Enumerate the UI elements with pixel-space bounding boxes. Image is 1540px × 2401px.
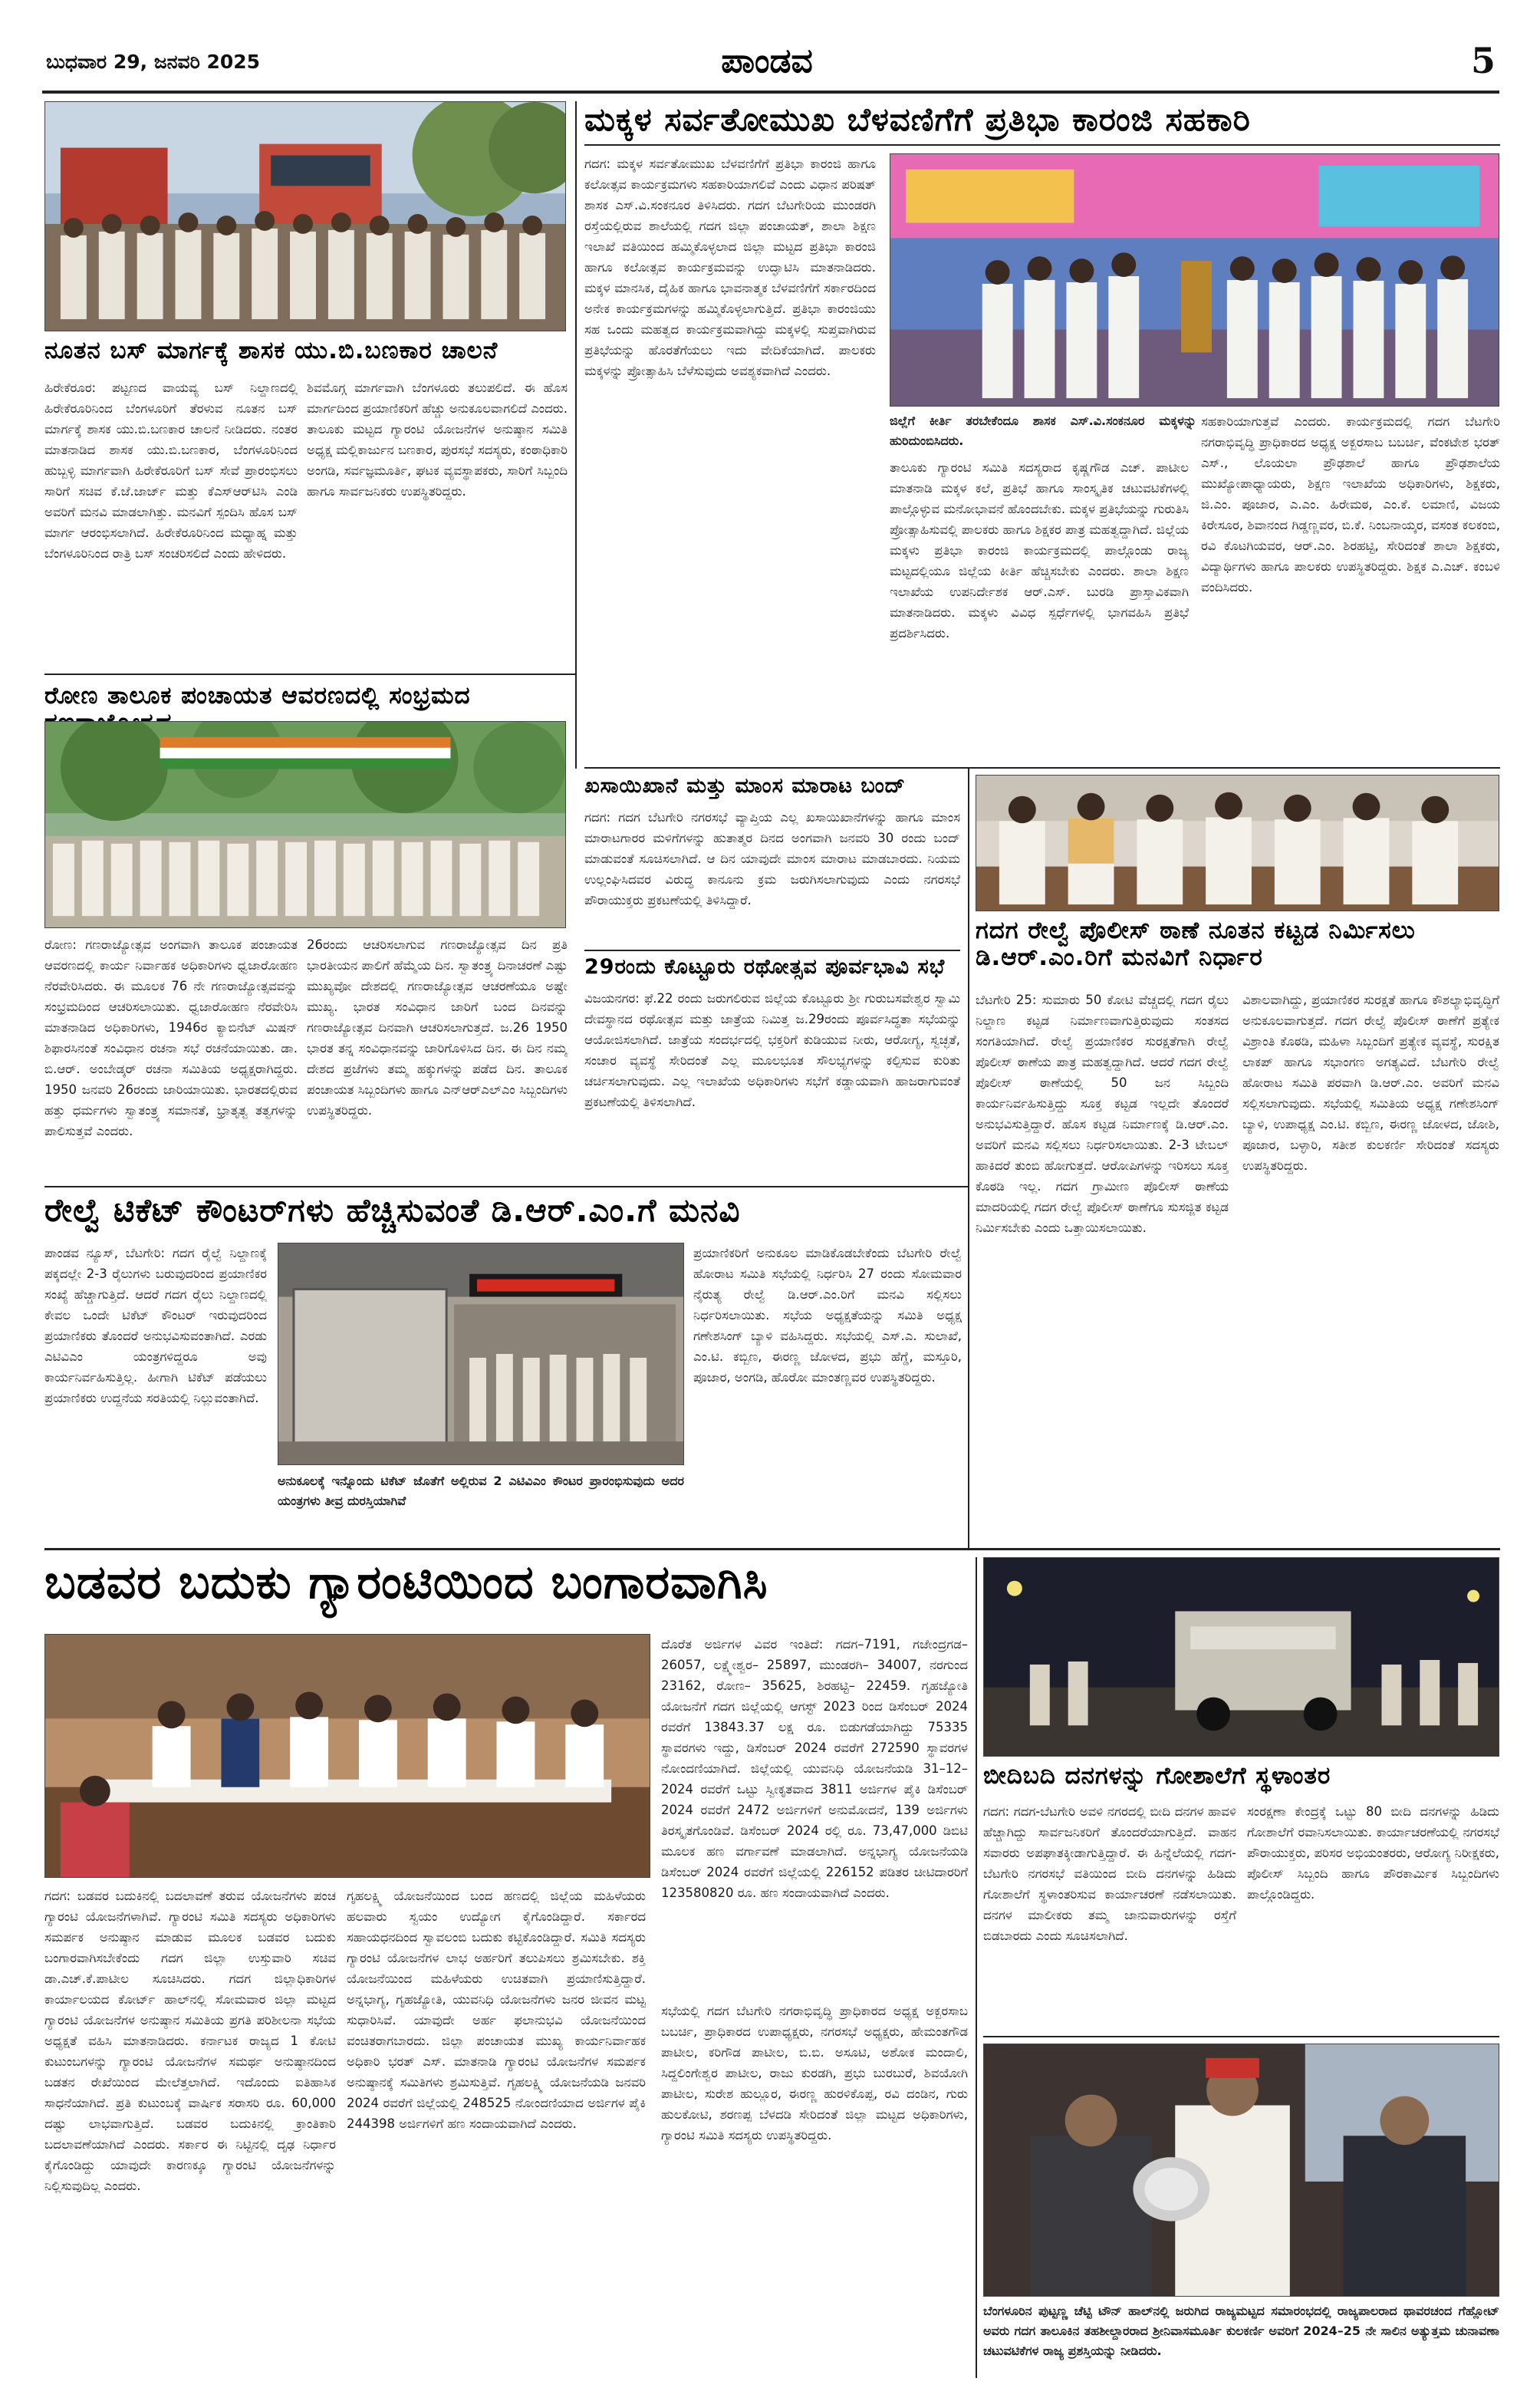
masthead-date: ಬುಧವಾರ 29, ಜನವರಿ 2025: [46, 51, 261, 73]
section-rule: [584, 950, 960, 951]
section-rule: [44, 674, 575, 675]
cattle-headline: ಬೀದಿಬದಿ ದನಗಳನ್ನು ಗೋಶಾಲೆಗೆ ಸ್ಥಳಾಂತರ: [983, 1762, 1331, 1790]
slaughter-body: ಗದಗ: ಗದಗ ಬೆಟಗೇರಿ ನಗರಸಭೆ ವ್ಯಾಪ್ತಿಯ ಎಲ್ಲ ಖಸಾಯಿಖಾನೆಗಳನ್ನು ಹಾಗೂ ಮಾಂಸ ಮಾರಾಟಗಾರರ ಮಳಿಗೆಗಳನ್ನು ಹುತಾತ್ಮರ ದಿನದ ಅಂಗವಾಗಿ ಜನವರಿ 30 ರಂದು ಬಂದ್ ಮಾಡುವಂತೆ ಸೂಚಿಸಲಾಗಿದೆ. ಆ ದಿನ ಯಾವುದೇ ಮಾಂಸ ಮಾರಾಟ ಮಾಡಬಾರದು. ನಿಯಮ ಉಲ್ಲಂಘಿಸಿದವರ ವಿರುದ್ಧ ಕಾನೂನು ಕ್ರಮ ಜರುಗಿಸಲಾಗುವುದು ಎಂದು ನಗರಸಭೆ ಪೌರಾಯುಕ್ತರು ಪ್ರಕಟಣೆಯಲ್ಲಿ ತಿಳಿಸಿದ್ದಾರೆ.: [584, 810, 960, 907]
ticket-counter-photo: [278, 1243, 684, 1465]
prathibha-rule: [584, 144, 1500, 146]
guarantee-headline: ಬಡವರ ಬದುಕು ಗ್ಯಾರಂಟಿಯಿಂದ ಬಂಗಾರವಾಗಿಸಿ: [44, 1556, 768, 1609]
guarantee-meeting-photo: [44, 1634, 650, 1878]
guarantee-body-col1: ಗದಗ: ಬಡವರ ಬದುಕಿನಲ್ಲಿ ಬದಲಾವಣೆ ತರುವ ಯೋಜನೆಗಳು ಪಂಚ ಗ್ಯಾರಂಟಿ ಯೋಜನೆಗಳಾಗಿವೆ. ಗ್ಯಾರಂಟಿ ಸಮಿತಿ ಸದಸ್ಯರು ಅಧಿಕಾರಿಗಳು ಸಮರ್ಪಕ ಅನುಷ್ಠಾನ ಮಾಡುವ ಮೂಲಕ ಬಡವರ ಬದುಕು ಬಂಗಾರವಾಗಿಸಬೇಕೆಂದು ಗದಗ ಜಿಲ್ಲಾ ಉಸ್ತುವಾರಿ ಸಚಿವ ಡಾ.ಎಚ್.ಕೆ.ಪಾಟೀಲ ಸೂಚಿಸಿದರು. ಗದಗ ಜಿಲ್ಲಾಧಿಕಾರಿಗಳ ಕಾರ್ಯಾಲಯದ ಕೋರ್ಟ್ ಹಾಲ್‌ನಲ್ಲಿ ಸೋಮವಾರ ಜಿಲ್ಲಾ ಮಟ್ಟದ ಗ್ಯಾರಂಟಿ ಯೋಜನೆಗಳ ಅನುಷ್ಠಾನ ಸಮಿತಿಯ ಪ್ರಗತಿ ಪರಿಶೀಲನಾ ಸಭೆಯ ಅಧ್ಯಕ್ಷತೆ ವಹಿಸಿ ಮಾತನಾಡಿದರು. ಕರ್ನಾಟಕ ರಾಜ್ಯದ 1 ಕೋಟಿ ಕುಟುಂಬಗಳನ್ನು ಗ್ಯಾರಂಟಿ ಯೋಜನೆಗಳ ಸಮರ್ಥ ಅನುಷ್ಠಾನದಿಂದ ಬಡತನ ರೇಖೆಯಿಂದ ಮೇಲೆತ್ತಲಾಗಿದೆ. ಇದೊಂದು ಐತಿಹಾಸಿಕ ಸಾಧನೆಯಾಗಿದೆ. ಪ್ರತಿ ಕುಟುಂಬಕ್ಕೆ ವಾರ್ಷಿಕ ಸರಾಸರಿ ರೂ. 60,000 ದಷ್ಟು ಲಾಭವಾಗುತ್ತಿದೆ. ಬಡವರ ಬದುಕಿನಲ್ಲಿ ಕ್ರಾಂತಿಕಾರಿ ಬದಲಾವಣೆಯಾಗಿದೆ ಎಂದರು. ಸರ್ಕಾರ ಈ ನಿಟ್ಟಿನಲ್ಲಿ ದೃಢ ನಿರ್ಧಾರ ಕೈಗೊಂಡಿದ್ದು ಯಾವುದೇ ಕಾರಣಕ್ಕೂ ಗ್ಯಾರಂಟಿ ಯೋಜನೆಗಳನ್ನು ನಿಲ್ಲಿಸುವುದಿಲ್ಲ ಎಂದರು.: [44, 1889, 336, 2193]
railway-police-headline: ಗದಗ ರೇಲ್ವೆ ಪೊಲೀಸ್ ಠಾಣೆ ನೂತನ ಕಟ್ಟಡ ನಿರ್ಮಿಸಲು ಡಿ.ಆರ್.ಎಂ.ರಿಗೆ ಮನವಿಗೆ ನಿರ್ಧಾರ: [976, 917, 1416, 971]
cattle-body-col1: ಗದಗ: ಗದಗ-ಬೆಟಗೇರಿ ಅವಳಿ ನಗರದಲ್ಲಿ ಬೀದಿ ದನಗಳ ಹಾವಳಿ ಹೆಚ್ಚಾಗಿದ್ದು ಸಾರ್ವಜನಿಕರಿಗೆ ತೊಂದರೆಯಾಗುತ್ತಿದೆ. ವಾಹನ ಸವಾರರು ಅಪಘಾತಕ್ಕೀಡಾಗುತ್ತಿದ್ದಾರೆ. ಈ ಹಿನ್ನೆಲೆಯಲ್ಲಿ ಗದಗ-ಬೆಟಗೇರಿ ನಗರಸಭೆ ವತಿಯಿಂದ ಬೀದಿ ದನಗಳನ್ನು ಹಿಡಿದು ಗೋಶಾಲೆಗೆ ಸ್ಥಳಾಂತರಿಸುವ ಕಾರ್ಯಾಚರಣೆ ನಡೆಸಲಾಯಿತು. ದನಗಳ ಮಾಲೀಕರು ತಮ್ಮ ಜಾನುವಾರುಗಳನ್ನು ರಸ್ತೆಗೆ ಬಿಡಬಾರದು ಎಂದು ಸೂಚಿಸಲಾಗಿದೆ.: [983, 1804, 1236, 1943]
cattle-body-col2: ಸಂರಕ್ಷಣಾ ಕೇಂದ್ರಕ್ಕೆ ಒಟ್ಟು 80 ಬೀದಿ ದನಗಳನ್ನು ಹಿಡಿದು ಗೋಶಾಲೆಗೆ ರವಾನಿಸಲಾಯಿತು. ಕಾರ್ಯಾಚರಣೆಯಲ್ಲಿ ನಗರಸಭೆ ಪೌರಾಯುಕ್ತರು, ಪರಿಸರ ಅಭಿಯಂತರರು, ಆರೋಗ್ಯ ನಿರೀಕ್ಷಕರು, ಪೊಲೀಸ್ ಸಿಬ್ಬಂದಿ ಹಾಗೂ ಪೌರಕಾರ್ಮಿಕ ಸಿಬ್ಬಂದಿಗಳು ಪಾಲ್ಗೊಂಡಿದ್ದರು.: [1247, 1804, 1499, 1902]
newspaper-logo: [637, 37, 897, 84]
ticket-headline: ರೇಲ್ವೆ ಟಿಕೆಟ್ ಕೌಂಟರ್‌ಗಳು ಹೆಚ್ಚಿಸುವಂತೆ ಡಿ.ಆರ್.ಎಂ.ಗೆ ಮನವಿ: [44, 1191, 741, 1229]
page-number: 5: [1471, 40, 1496, 81]
republic-body-col1: ರೋಣ: ಗಣರಾಜ್ಯೋತ್ಸವ ಅಂಗವಾಗಿ ತಾಲೂಕ ಪಂಚಾಯತ ಆವರಣದಲ್ಲಿ ಕಾರ್ಯ ನಿರ್ವಾಹಕ ಅಧಿಕಾರಿಗಳು ಧ್ವಜಾರೋಹಣ ನೆರವೇರಿಸಿದರು. ಈ ಮೂಲಕ 76 ನೇ ಗಣರಾಜ್ಯೋತ್ಸವವನ್ನು ಸಂಭ್ರಮದಿಂದ ಆಚರಿಸಲಾಯಿತು. ಧ್ವಜಾರೋಹಣ ನೆರವೇರಿಸಿ ಮಾತನಾಡಿದ ಅಧಿಕಾರಿಗಳು, 1946ರ ಕ್ಯಾಬಿನೆಟ್ ಮಿಷನ್ ಶಿಫಾರಸಿನಂತೆ ಸಂವಿಧಾನ ರಚನಾ ಸಭೆ ರಚನೆಯಾಯಿತು. ಡಾ. ಬಿ.ಆರ್. ಅಂಬೇಡ್ಕರ್ ರಚನಾ ಸಮಿತಿಯ ಅಧ್ಯಕ್ಷರಾಗಿದ್ದರು. 1950 ಜನವರಿ 26ರಂದು ಜಾರಿಯಾಯಿತು. ಭಾರತದಲ್ಲಿರುವ ಹತ್ತು ಧರ್ಮಗಳು ಸ್ವಾತಂತ್ರ್ಯ ಸಮಾನತೆ, ಭ್ರಾತೃತ್ವ ತತ್ವಗಳನ್ನು ಪಾಲಿಸುತ್ತವೆ ಎಂದರು.: [44, 937, 298, 1138]
railway-police-body-col1: ಬೆಟಗೇರಿ 25: ಸುಮಾರು 50 ಕೋಟಿ ವೆಚ್ಚದಲ್ಲಿ ಗದಗ ರೈಲು ನಿಲ್ದಾಣ ಕಟ್ಟಡ ನಿರ್ಮಾಣವಾಗುತ್ತಿರುವುದು ಸಂತಸದ ಸಂಗತಿಯಾಗಿದೆ. ರೇಲ್ವೆ ಪ್ರಯಾಣಿಕರ ಸುರಕ್ಷತೆಗಾಗಿ ರೇಲ್ವೆ ಪೊಲೀಸ್ ಠಾಣೆಯ ಪಾತ್ರ ಮಹತ್ವದ್ದಾಗಿದೆ. ಆದರೆ ಗದಗ ರೇಲ್ವೆ ಪೊಲೀಸ್ ಠಾಣೆಯಲ್ಲಿ 50 ಜನ ಸಿಬ್ಬಂದಿ ಕಾರ್ಯನಿರ್ವಹಿಸುತ್ತಿದ್ದು ಸೂಕ್ತ ಕಟ್ಟಡ ಇಲ್ಲದೇ ತೊಂದರೆ ಅನುಭವಿಸುತ್ತಿದ್ದಾರೆ. ಹೊಸ ಕಟ್ಟಡ ನಿರ್ಮಾಣಕ್ಕೆ ಡಿ.ಆರ್.ಎಂ. ಅವರಿಗೆ ಮನವಿ ಸಲ್ಲಿಸಲು ನಿರ್ಧರಿಸಲಾಯಿತು. 2-3 ಟೇಬಲ್ ಹಾಕಿದರೆ ತುಂಬಿ ಹೋಗುತ್ತದೆ. ಆರೋಪಿಗಳನ್ನು ಇರಿಸಲು ಸೂಕ್ತ ಕೊಠಡಿ ಇಲ್ಲ. ಗದಗ ಗ್ರಾಮೀಣ ಪೊಲೀಸ್ ಠಾಣೆಯ ಮಾದರಿಯಲ್ಲಿ ಗದಗ ರೇಲ್ವೆ ಪೊಲೀಸ್ ಠಾಣೆಗೂ ಸುಸಜ್ಜಿತ ಕಟ್ಟಡ ನಿರ್ಮಿಸಬೇಕು ಎಂದು ಒತ್ತಾಯಿಸಲಾಯಿತು.: [976, 993, 1229, 1235]
ticket-caption: ಅನುಕೂಲಕ್ಕೆ ಇನ್ನೊಂದು ಟಿಕೆಟ್ ಜೊತೆಗೆ ಅಲ್ಲಿರುವ 2 ಎಟಿವಿಎಂ ಕೌಂಟರ ಪ್ರಾರಂಭಿಸುವುದು ಅದರ ಯಂತ್ರಗಳು ತೀವ್ರ ದುರಸ್ತಿಯಾಗಿವೆ: [278, 1474, 684, 1508]
column-rule: [976, 1557, 977, 2378]
kotturu-body: ವಿಜಯನಗರ: ಫೆ.22 ರಂದು ಜರುಗಲಿರುವ ಜಿಲ್ಲೆಯ ಕೊಟ್ಟೂರು ಶ್ರೀ ಗುರುಬಸವೇಶ್ವರ ಸ್ವಾಮಿ ದೇವಸ್ಥಾನದ ರಥೋತ್ಸವ ಮತ್ತು ಜಾತ್ರೆಯ ನಿಮಿತ್ತ ಜ.29ರಂದು ಪೂರ್ವಸಿದ್ಧತಾ ಸಭೆಯನ್ನು ಆಯೋಜಿಸಲಾಗಿದೆ. ಜಾತ್ರೆಯ ಸಂದರ್ಭದಲ್ಲಿ ಭಕ್ತರಿಗೆ ಕುಡಿಯುವ ನೀರು, ಆರೋಗ್ಯ, ಸ್ವಚ್ಛತೆ, ಸಂಚಾರ ವ್ಯವಸ್ಥೆ ಸೇರಿದಂತೆ ಎಲ್ಲ ಮೂಲಭೂತ ಸೌಲಭ್ಯಗಳನ್ನು ಕಲ್ಪಿಸುವ ಕುರಿತು ಚರ್ಚಿಸಲಾಗುವುದು. ಎಲ್ಲ ಇಲಾಖೆಯ ಅಧಿಕಾರಿಗಳು ಸಭೆಗೆ ಕಡ್ಡಾಯವಾಗಿ ಹಾಜರಾಗುವಂತೆ ಪ್ರಕಟಣೆಯಲ್ಲಿ ತಿಳಿಸಲಾಗಿದೆ.: [584, 991, 960, 1109]
section-rule: [983, 2036, 1499, 2037]
kotturu-headline: 29ರಂದು ಕೊಟ್ಟೂರು ರಥೋತ್ಸವ ಪೂರ್ವಭಾವಿ ಸಭೆ: [584, 955, 946, 979]
bus-inauguration-photo: [44, 101, 566, 331]
section-rule: [44, 1548, 1500, 1550]
bus-headline: ನೂತನ ಬಸ್ ಮಾರ್ಗಕ್ಕೆ ಶಾಸಕ ಯು.ಬಿ.ಬಣಕಾರ ಚಾಲನೆ: [44, 337, 499, 364]
guarantee-body-col2: ಗೃಹಲಕ್ಷ್ಮಿ ಯೋಜನೆಯಿಂದ ಬಂದ ಹಣದಲ್ಲಿ ಜಿಲ್ಲೆಯ ಮಹಿಳೆಯರು ಹಲವಾರು ಸ್ವಯಂ ಉದ್ಯೋಗ ಕೈಗೊಂಡಿದ್ದಾರೆ. ಸರ್ಕಾರದ ಸಹಾಯಧನದಿಂದ ಸ್ವಾವಲಂಬಿ ಬದುಕು ಕಟ್ಟಿಕೊಂಡಿದ್ದಾರೆ. ಸಮಿತಿ ಸದಸ್ಯರು ಗ್ಯಾರಂಟಿ ಯೋಜನೆಗಳ ಲಾಭ ಅರ್ಹರಿಗೆ ತಲುಪಿಸಲು ಶ್ರಮಿಸಬೇಕು. ಶಕ್ತಿ ಯೋಜನೆಯಿಂದ ಮಹಿಳೆಯರು ಉಚಿತವಾಗಿ ಪ್ರಯಾಣಿಸುತ್ತಿದ್ದಾರೆ. ಅನ್ನಭಾಗ್ಯ, ಗೃಹಜ್ಯೋತಿ, ಯುವನಿಧಿ ಯೋಜನೆಗಳು ಜನರ ಜೀವನ ಮಟ್ಟ ಸುಧಾರಿಸಿವೆ. ಯಾವುದೇ ಅರ್ಹ ಫಲಾನುಭವಿ ಯೋಜನೆಯಿಂದ ವಂಚಿತರಾಗಬಾರದು. ಜಿಲ್ಲಾ ಪಂಚಾಯತ ಮುಖ್ಯ ಕಾರ್ಯನಿರ್ವಾಹಕ ಅಧಿಕಾರಿ ಭರತ್ ಎಸ್. ಮಾತನಾಡಿ ಗ್ಯಾರಂಟಿ ಯೋಜನೆಗಳ ಸಮರ್ಪಕ ಅನುಷ್ಠಾನಕ್ಕೆ ಸಮಿತಿಗಳು ಶ್ರಮಿಸುತ್ತಿವೆ. ಗೃಹಲಕ್ಷ್ಮಿ ಯೋಜನೆಯಡಿ ಜನವರಿ 2024 ರವರೆಗೆ ಜಿಲ್ಲೆಯಲ್ಲಿ 248525 ನೋಂದಣಿಯಾದ ಅರ್ಜಿಗಳ ಪೈಕಿ 244398 ಅರ್ಜಿಗಳಿಗೆ ಹಣ ಸಂದಾಯವಾಗಿದೆ ಎಂದರು.: [347, 1889, 646, 2131]
logo-text: ಪಾಂಡವ: [721, 41, 813, 81]
guarantee-body-col3: ದೊರೆತ ಅರ್ಜಿಗಳ ವಿವರ ಇಂತಿದೆ: ಗದಗ–7191, ಗಜೇಂದ್ರಗಡ– 26057, ಲಕ್ಷ್ಮೇಶ್ವರ– 25897, ಮುಂಡರಗಿ– 34007, ನರಗುಂದ 23162, ರೋಣ– 35625, ಶಿರಹಟ್ಟಿ– 22459. ಗೃಹಜ್ಯೋತಿ ಯೋಜನೆಗೆ ಗದಗ ಜಿಲ್ಲೆಯಲ್ಲಿ ಆಗಸ್ಟ್ 2023 ರಿಂದ ಡಿಸೆಂಬರ್ 2024 ರವರೆಗೆ 13843.37 ಲಕ್ಷ ರೂ. ಬಿಡುಗಡೆಯಾಗಿದ್ದು 75335 ಸ್ಥಾವರಗಳು ಇದ್ದು, ಡಿಸೆಂಬರ್ 2024 ರವರೆಗೆ 272590 ಸ್ಥಾವರಗಳ ನೋಂದಣಿಯಾಗಿದೆ. ಜಿಲ್ಲೆಯಲ್ಲಿ ಯುವನಿಧಿ ಯೋಜನೆಯಡಿ 31–12–2024 ರವರೆಗೆ ಒಟ್ಟು ಸ್ವೀಕೃತವಾದ 3811 ಅರ್ಜಿಗಳ ಪೈಕಿ ಡಿಸೆಂಬರ್ 2024 ರವರೆಗೆ 2472 ಅರ್ಜಿಗಳಿಗೆ ಅನುಮೋದನೆ, 139 ಅರ್ಜಿಗಳು ತಿರಸ್ಕೃತಗೊಂಡಿವೆ. ಡಿಸೆಂಬರ್ 2024 ರಲ್ಲಿ ರೂ. 73,47,000 ಡಿಬಿಟಿ ಮೂಲಕ ಹಣ ವರ್ಗಾವಣೆ ಮಾಡಲಾಗಿದೆ. ಅನ್ನಭಾಗ್ಯ ಯೋಜನೆಯಡಿ ಡಿಸೆಂಬರ್ 2024 ರವರೆಗೆ ಜಿಲ್ಲೆಯಲ್ಲಿ 226152 ಪಡಿತರ ಚೀಟಿದಾರರಿಗೆ 123580820 ರೂ. ಹಣ ಸಂದಾಯವಾಗಿದೆ ಎಂದರು.: [661, 1637, 968, 1900]
section-rule: [44, 1186, 968, 1187]
prathibha-caption: ಜಿಲ್ಲೆಗೆ ಕೀರ್ತಿ ತರಬೇಕೆಂದೂ ಶಾಸಕ ಎಸ್.ವಿ.ಸಂಕನೂರ ಮಕ್ಕಳನ್ನು ಹುರಿದುಂಬಿಸಿದರು.: [890, 413, 1196, 448]
column-rule: [968, 767, 969, 1548]
prathibha-headline: ಮಕ್ಕಳ ಸರ್ವತೋಮುಖ ಬೆಳವಣಿಗೆಗೆ ಪ್ರತಿಭಾ ಕಾರಂಜಿ ಸಹಕಾರಿ: [584, 100, 1251, 138]
slaughter-headline: ಖಸಾಯಿಖಾನೆ ಮತ್ತು ಮಾಂಸ ಮಾರಾಟ ಬಂದ್: [584, 774, 906, 798]
prathibha-body-col1: ಗದಗ: ಮಕ್ಕಳ ಸರ್ವತೋಮುಖ ಬೆಳವಣಿಗೆಗೆ ಪ್ರತಿಭಾ ಕಾರಂಜಿ ಹಾಗೂ ಕಲೋತ್ಸವ ಕಾರ್ಯಕ್ರಮಗಳು ಸಹಕಾರಿಯಾಗಲಿವೆ ಎಂದು ವಿಧಾನ ಪರಿಷತ್ ಶಾಸಕ ಎಸ್.ವಿ.ಸಂಕನೂರ ತಿಳಿಸಿದರು. ಗದಗ ಬೆಟಗೇರಿಯ ಮುಂಡರಗಿ ರಸ್ತೆಯಲ್ಲಿರುವ ಶಾಲೆಯಲ್ಲಿ ಗದಗ ಜಿಲ್ಲಾ ಪಂಚಾಯತ್, ಶಾಲಾ ಶಿಕ್ಷಣ ಇಲಾಖೆ ವತಿಯಿಂದ ಹಮ್ಮಿಕೊಳ್ಳಲಾದ ಜಿಲ್ಲಾ ಮಟ್ಟದ ಪ್ರತಿಭಾ ಕಾರಂಜಿ ಹಾಗೂ ಕಲೋತ್ಸವ ಕಾರ್ಯಕ್ರಮವನ್ನು ಉದ್ಘಾಟಿಸಿ ಮಾತನಾಡಿದರು. ಮಕ್ಕಳ ಮಾನಸಿಕ, ದೈಹಿಕ ಹಾಗೂ ಭಾವನಾತ್ಮಕ ಬೆಳವಣಿಗೆಗೆ ಸರ್ಕಾರದಿಂದ ಅನೇಕ ಕಾರ್ಯಕ್ರಮಗಳನ್ನು ಹಮ್ಮಿಕೊಳ್ಳಲಾಗುತ್ತಿದೆ. ಪ್ರತಿಭಾ ಕಾರಂಜಿಯು ಸಹ ಒಂದು ಮಹತ್ವದ ಕಾರ್ಯಕ್ರಮವಾಗಿದ್ದು ಮಕ್ಕಳಲ್ಲಿ ಸುಪ್ತವಾಗಿರುವ ಪ್ರತಿಭೆಯನ್ನು ಹೊರತೆಗೆಯಲು ಇದು ವೇದಿಕೆಯಾಗಿದೆ. ಪಾಲಕರು ಮಕ್ಕಳನ್ನು ಪ್ರೋತ್ಸಾಹಿಸಿ ಬೆಳೆಸುವುದು ಅವಶ್ಯಕವಾಗಿದೆ ಎಂದರು.: [584, 156, 876, 378]
award-caption: ಬೆಂಗಳೂರಿನ ಪುಟ್ಟಣ್ಣ ಚೆಟ್ಟಿ ಟೌನ್ ಹಾಲ್‌ನಲ್ಲಿ ಜರುಗಿದ ರಾಜ್ಯಮಟ್ಟದ ಸಮಾರಂಭದಲ್ಲಿ ರಾಜ್ಯಪಾಲರಾದ ಥಾವರಚಂದ ಗೆಹ್ಲೋಟ್ ಅವರು ಗದಗ ತಾಲೂಕಿನ ತಹಶೀಲ್ದಾರರಾದ ಶ್ರೀನಿವಾಸಮೂರ್ತಿ ಕುಲಕರ್ಣಿ ಅವರಿಗೆ 2024–25 ನೇ ಸಾಲಿನ ಅತ್ಯುತ್ತಮ ಚುನಾವಣಾ ಚಟುವಟಿಕೆಗಳ ರಾಜ್ಯ ಪ್ರಶಸ್ತಿಯನ್ನು ನೀಡಿದರು.: [983, 2304, 1499, 2358]
railway-police-meeting-photo: [976, 775, 1499, 911]
cattle-relocation-photo: [983, 1557, 1499, 1757]
bus-body-col2: ಶಿವಮೊಗ್ಗ ಮಾರ್ಗವಾಗಿ ಬೆಂಗಳೂರು ತಲುಪಲಿದೆ. ಈ ಹೊಸ ಮಾರ್ಗದಿಂದ ಪ್ರಯಾಣಿಕರಿಗೆ ಹೆಚ್ಚು ಅನುಕೂಲವಾಗಲಿದೆ ಎಂದರು. ತಾಲೂಕು ಮಟ್ಟದ ಗ್ಯಾರಂಟಿ ಯೋಜನೆಗಳ ಅನುಷ್ಠಾನ ಸಮಿತಿ ಅಧ್ಯಕ್ಷ ಮಲ್ಲಿಕಾರ್ಜುನ ಬಣಕಾರ, ಪುರಸಭೆ ಸದಸ್ಯರು, ಕಂಠಾಧಿಕಾರಿ ಅಂಗಡಿ, ಸರ್ವಜ್ಞಮೂರ್ತಿ, ಘಟಕ ವ್ಯವಸ್ಥಾಪಕರು, ಸಾರಿಗೆ ಸಿಬ್ಬಂದಿ ಹಾಗೂ ಸಾರ್ವಜನಿಕರು ಉಪಸ್ಥಿತರಿದ್ದರು.: [307, 380, 568, 499]
railway-police-body-col2: ವಿಶಾಲವಾಗಿದ್ದು, ಪ್ರಯಾಣಿಕರ ಸುರಕ್ಷತೆ ಹಾಗೂ ಕೌಶಲ್ಯಾಭಿವೃದ್ಧಿಗೆ ಅನುಕೂಲವಾಗುತ್ತದೆ. ಗದಗ ರೇಲ್ವೆ ಪೊಲೀಸ್ ಠಾಣೆಗೆ ಪ್ರತ್ಯೇಕ ವಿಶ್ರಾಂತಿ ಕೊಠಡಿ, ಮಹಿಳಾ ಸಿಬ್ಬಂದಿಗೆ ಪ್ರತ್ಯೇಕ ವ್ಯವಸ್ಥೆ, ಸುರಕ್ಷಿತ ಲಾಕಪ್ ಹಾಗೂ ಸಭಾಂಗಣ ಅಗತ್ಯವಿದೆ. ಬೆಟಗೇರಿ ರೇಲ್ವೆ ಹೋರಾಟ ಸಮಿತಿ ಪರವಾಗಿ ಡಿ.ಆರ್.ಎಂ. ಅವರಿಗೆ ಮನವಿ ಸಲ್ಲಿಸಲಾಗುವುದು. ಸಭೆಯಲ್ಲಿ ಸಮಿತಿಯ ಅಧ್ಯಕ್ಷ ಗಣೇಶಸಿಂಗ್ ಬ್ಯಾಳಿ, ಉಪಾಧ್ಯಕ್ಷ ಎಂ.ಟಿ. ಕಬ್ಬಿಣ, ಈರಣ್ಣ ಜೋಳದ, ಜೋಶಿ, ಪೂಜಾರ, ಬಳ್ಳಾರಿ, ಸತೀಶ ಕುಲಕರ್ಣಿ ಸೇರಿದಂತೆ ಸದಸ್ಯರು ಉಪಸ್ಥಿತರಿದ್ದರು.: [1242, 993, 1499, 1173]
masthead-rule: [42, 91, 1499, 94]
republic-headline: ರೋಣ ತಾಲೂಕ ಪಂಚಾಯತ ಆವರಣದಲ್ಲಿ ಸಂಭ್ರಮದ: [44, 682, 471, 710]
prathibha-body-col2: ತಾಲೂಕು ಗ್ಯಾರಂಟಿ ಸಮಿತಿ ಸದಸ್ಯರಾದ ಕೃಷ್ಣಗೌಡ ಎಚ್. ಪಾಟೀಲ ಮಾತನಾಡಿ ಮಕ್ಕಳ ಕಲೆ, ಪ್ರತಿಭೆ ಹಾಗೂ ಸಾಂಸ್ಕೃತಿಕ ಚಟುವಟಿಕೆಗಳಲ್ಲಿ ಪಾಲ್ಗೊಳ್ಳುವ ಮನೋಭಾವನೆ ಹೊಂದಬೇಕು. ಮಕ್ಕಳ ಪ್ರತಿಭೆಯನ್ನು ಗುರುತಿಸಿ ಪ್ರೋತ್ಸಾಹಿಸುವಲ್ಲಿ ಪಾಲಕರು ಹಾಗೂ ಶಿಕ್ಷಕರ ಪಾತ್ರ ಮಹತ್ವದ್ದಾಗಿದೆ. ಜಿಲ್ಲೆಯ ಮಕ್ಕಳು ಪ್ರತಿಭಾ ಕಾರಂಜಿ ಕಾರ್ಯಕ್ರಮದಲ್ಲಿ ಪಾಲ್ಗೊಂಡು ರಾಜ್ಯ ಮಟ್ಟದಲ್ಲಿಯೂ ಜಿಲ್ಲೆಯ ಕೀರ್ತಿ ಹೆಚ್ಚಿಸಬೇಕು ಎಂದರು. ಶಾಲಾ ಶಿಕ್ಷಣ ಇಲಾಖೆಯ ಉಪನಿರ್ದೇಶಕ ಆರ್.ಎಸ್. ಬುರಡಿ ಪ್ರಾಸ್ತಾವಿಕವಾಗಿ ಮಾತನಾಡಿದರು. ಮಕ್ಕಳು ವಿವಿಧ ಸ್ಪರ್ಧೆಗಳಲ್ಲಿ ಭಾಗವಹಿಸಿ ಪ್ರತಿಭೆ ಪ್ರದರ್ಶಿಸಿದರು.: [890, 460, 1189, 641]
column-rule: [575, 101, 577, 769]
bus-body-col1: ಹಿರೇಕೆರೂರ: ಪಟ್ಟಣದ ವಾಯವ್ಯ ಬಸ್ ನಿಲ್ದಾಣದಲ್ಲಿ ಹಿರೇಕೆರೂರಿನಿಂದ ಬೆಂಗಳೂರಿಗೆ ತೆರಳುವ ನೂತನ ಬಸ್ ಮಾರ್ಗಕ್ಕೆ ಶಾಸಕ ಯು.ಬಿ.ಬಣಕಾರ ಚಾಲನೆ ನೀಡಿದರು. ನಂತರ ಮಾತನಾಡಿದ ಶಾಸಕ ಯು.ಬಿ.ಬಣಕಾರ, ಬೆಂಗಳೂರಿನಿಂದ ಹುಬ್ಬಳ್ಳಿ ಮಾರ್ಗವಾಗಿ ಹಿರೇಕೆರೂರಿಗೆ ಬಸ್ ಸೇವೆ ಪ್ರಾರಂಭಿಸಲು ಸಾರಿಗೆ ಸಚಿವ ಕೆ.ಜೆ.ಜಾರ್ಜ್ ಮತ್ತು ಕೆಎಸ್ಆರ್‌ಟಿಸಿ ಎಂಡಿ ಅವರಿಗೆ ಮನವಿ ಮಾಡಲಾಗಿತ್ತು. ಮನವಿಗೆ ಸ್ಪಂದಿಸಿ ಹೊಸ ಬಸ್ ಮಾರ್ಗ ಆರಂಭಿಸಲಾಗಿದೆ. ಹಿರೇಕೆರೂರಿನಿಂದ ಮಧ್ಯಾಹ್ನ ಮತ್ತು ಬೆಂಗಳೂರಿನಿಂದ ರಾತ್ರಿ ಬಸ್ ಸಂಚರಿಸಲಿದೆ ಎಂದು ಹೇಳಿದರು.: [44, 380, 298, 561]
section-rule: [584, 767, 1500, 769]
republic-body-col2: 26ರಂದು ಆಚರಿಸಲಾಗುವ ಗಣರಾಜ್ಯೋತ್ಸವ ದಿನ ಪ್ರತಿ ಭಾರತೀಯನ ಪಾಲಿಗೆ ಹೆಮ್ಮೆಯ ದಿನ. ಸ್ವಾತಂತ್ರ್ಯ ದಿನಾಚರಣೆ ಎಷ್ಟು ಮುಖ್ಯವೋ ದೇಶದಲ್ಲಿ ಗಣರಾಜ್ಯೋತ್ಸವ ಆಚರಣೆಯೂ ಅಷ್ಟೇ ಮುಖ್ಯ. ಭಾರತ ಸಂವಿಧಾನ ಜಾರಿಗೆ ಬಂದ ದಿನವನ್ನು ಗಣರಾಜ್ಯೋತ್ಸವ ದಿನವಾಗಿ ಆಚರಿಸಲಾಗುತ್ತದೆ. ಜ.26 1950 ಭಾರತ ತನ್ನ ಸಂವಿಧಾನವನ್ನು ಜಾರಿಗೊಳಿಸಿದ ದಿನ. ಈ ದಿನ ನಮ್ಮ ದೇಶದ ಪ್ರಜೆಗಳು ತಮ್ಮ ಹಕ್ಕುಗಳನ್ನು ಪಡೆದ ದಿನ. ತಾಲೂಕ ಪಂಚಾಯತ ಸಿಬ್ಬಂದಿಗಳು ಹಾಗೂ ಎನ್‌ಆರ್‌ಎಲ್‌ಎಂ ಸಿಬ್ಬಂದಿಗಳು ಉಪಸ್ಥಿತರಿದ್ದರು.: [307, 937, 568, 1118]
award-ceremony-photo: [983, 2044, 1499, 2297]
guarantee-body-col4: ಸಭೆಯಲ್ಲಿ ಗದಗ ಬೆಟಗೇರಿ ನಗರಾಭಿವೃದ್ಧಿ ಪ್ರಾಧಿಕಾರದ ಅಧ್ಯಕ್ಷ ಅಕ್ಬರಸಾಬ ಬಬರ್ಚಿ, ಪ್ರಾಧಿಕಾರದ ಉಪಾಧ್ಯಕ್ಷರು, ನಗರಸಭೆ ಅಧ್ಯಕ್ಷರು, ಹೇಮಂತಗೌಡ ಪಾಟೀಲ, ಕರಿಗೌಡ ಪಾಟೀಲ, ಬಿ.ಬಿ. ಅಸೂಟಿ, ಅಶೋಕ ಮಂದಾಲಿ, ಸಿದ್ದಲಿಂಗೇಶ್ವರ ಪಾಟೀಲ, ರಾಜು ಕುರಡಗಿ, ಪ್ರಭು ಬುರಬುರೆ, ಶಿವಯೋಗಿ ಪಾಟೀಲ, ಸುರೇಶ ಹುಲ್ಲೂರ, ಈರಣ್ಣ ಹುರಳಿಕೊಪ್ಪ, ರವಿ ದಂಡಿನ, ಗುರು ಹುಲಕೋಟಿ, ಶರಣಪ್ಪ ಬೆಳದಡಿ ಸೇರಿದಂತೆ ಜಿಲ್ಲಾ ಮಟ್ಟದ ಅಧಿಕಾರಿಗಳು, ಗ್ಯಾರಂಟಿ ಸಮಿತಿ ಸದಸ್ಯರು ಉಪಸ್ಥಿತರಿದ್ದರು.: [661, 2004, 968, 2142]
prathibha-event-photo: [890, 153, 1499, 407]
ticket-body-col1: ಪಾಂಡವ ನ್ಯೂಸ್, ಬೆಟಗೇರಿ: ಗದಗ ರೈಲ್ವೆ ನಿಲ್ದಾಣಕ್ಕೆ ಪಕ್ಕದಲ್ಲೇ 2-3 ರೈಲುಗಳು ಬರುವುದರಿಂದ ಪ್ರಯಾಣಿಕರ ಸಂಖ್ಯೆ ಹೆಚ್ಚಾಗುತ್ತಿದೆ. ಆದರೆ ಗದಗ ರೈಲು ನಿಲ್ದಾಣದಲ್ಲಿ ಕೇವಲ ಒಂದೇ ಟಿಕೆಟ್ ಕೌಂಟರ್ ಇರುವುದರಿಂದ ಪ್ರಯಾಣಿಕರು ತೊಂದರೆ ಅನುಭವಿಸುವಂತಾಗಿದೆ. ಎರಡು ಎಟಿವಿಎಂ ಯಂತ್ರಗಳಿದ್ದರೂ ಅವು ಕಾರ್ಯನಿರ್ವಹಿಸುತ್ತಿಲ್ಲ. ಹೀಗಾಗಿ ಟಿಕೆಟ್ ಪಡೆಯಲು ಪ್ರಯಾಣಿಕರು ಉದ್ದನೆಯ ಸರತಿಯಲ್ಲಿ ನಿಲ್ಲುವಂತಾಗಿದೆ.: [44, 1246, 267, 1405]
republic-day-photo: [44, 721, 566, 928]
prathibha-body-col3: ಸಹಕಾರಿಯಾಗುತ್ತವೆ ಎಂದರು. ಕಾರ್ಯಕ್ರಮದಲ್ಲಿ ಗದಗ ಬೆಟಗೇರಿ ನಗರಾಭಿವೃದ್ಧಿ ಪ್ರಾಧಿಕಾರದ ಅಧ್ಯಕ್ಷ ಅಕ್ಬರಸಾಬ ಬಬರ್ಚಿ, ವೆಂಕಟೇಶ ಭರತ್ ಎಸ್., ಲೊಯಲಾ ಪ್ರೌಢಶಾಲೆ ಹಾಗೂ ಪ್ರೌಢಶಾಲೆಯ ಮುಖ್ಯೋಪಾಧ್ಯಾಯರು, ಶಿಕ್ಷಣ ಇಲಾಖೆಯ ಅಧಿಕಾರಿಗಳು, ಶಿಕ್ಷಕರು, ಜಿ.ಎಂ. ಪೂಜಾರ, ಎ.ಎಂ. ಹಿರೇಮಠ, ಎಂ.ಕೆ. ಲಮಾಣಿ, ವಿಜಯ ಕಿರೇಸೂರ, ಶಿವಾನಂದ ಗಿಡ್ಡಣ್ಣವರ, ಬಿ.ಕೆ. ನಿಂಬನಾಯ್ಕರ, ವಸಂತ ಕಲಕಂಬಿ, ರವಿ ಕೊಟಗಿಯವರ, ಆರ್.ಎಂ. ಶಿರಹಟ್ಟಿ, ಸೇರಿದಂತೆ ಶಾಲಾ ಶಿಕ್ಷಕರು, ವಿದ್ಯಾರ್ಥಿಗಳು ಹಾಗೂ ಪಾಲಕರು ಉಪಸ್ಥಿತರಿದ್ದರು. ಶಿಕ್ಷಕ ಎ.ಎಚ್. ಕಂಬಳಿ ವಂದಿಸಿದರು.: [1201, 414, 1500, 594]
ticket-body-col2: ಪ್ರಯಾಣಿಕರಿಗೆ ಅನುಕೂಲ ಮಾಡಿಕೊಡಬೇಕೆಂದು ಬೆಟಗೇರಿ ರೇಲ್ವೆ ಹೋರಾಟ ಸಮಿತಿ ಸಭೆಯಲ್ಲಿ ನಿರ್ಧರಿಸಿ 27 ರಂದು ಸೋಮವಾರ ನೈರುತ್ಯ ರೇಲ್ವೆ ಡಿ.ಆರ್.ಎಂ.ರಿಗೆ ಮನವಿ ಸಲ್ಲಿಸಲು ನಿರ್ಧರಿಸಲಾಯಿತು. ಸಭೆಯ ಅಧ್ಯಕ್ಷತೆಯನ್ನು ಸಮಿತಿ ಅಧ್ಯಕ್ಷ ಗಣೇಶಸಿಂಗ್ ಬ್ಯಾಳಿ ವಹಿಸಿದ್ದರು. ಸಭೆಯಲ್ಲಿ ಎಸ್.ಎ. ಸುಲಾಖೆ, ಎಂ.ಟಿ. ಕಬ್ಬಿಣ, ಈರಣ್ಣ ಜೋಳದ, ಪ್ರಭು ಹೆಗ್ಡೆ, ಮಸ್ತೂರಿ, ಪೂಜಾರ, ಅಂಗಡಿ, ಹೊರೋ ಮಾಂತಣ್ಣವರ ಉಪಸ್ಥಿತರಿದ್ದರು.: [693, 1246, 962, 1385]
